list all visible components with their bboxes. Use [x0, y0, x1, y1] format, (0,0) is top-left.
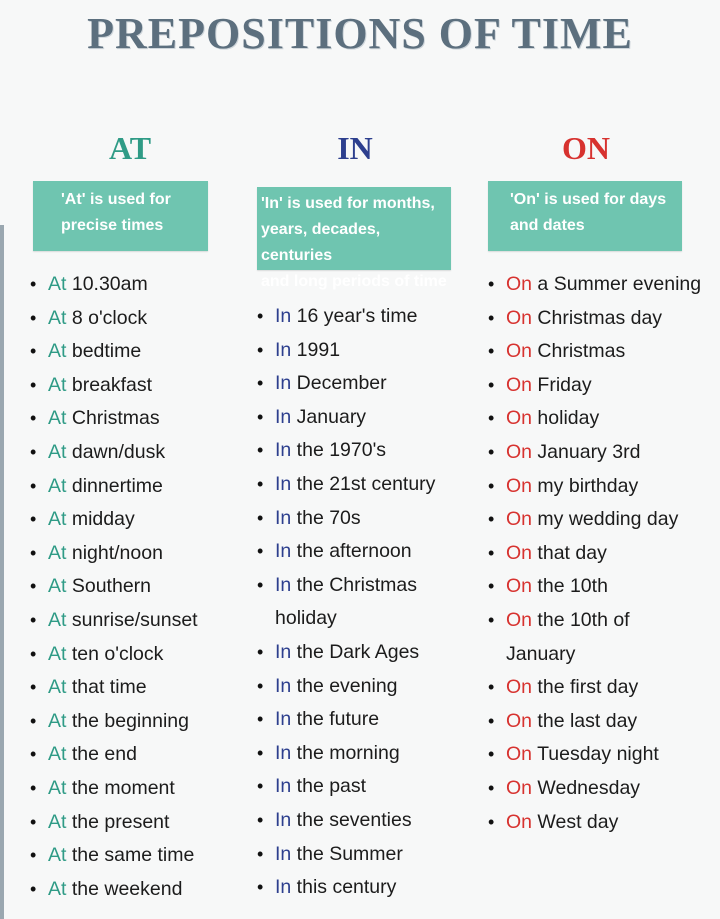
preposition-keyword: On [506, 541, 533, 564]
time-expression: the moment [66, 776, 175, 799]
list-item [275, 401, 435, 435]
time-expression: 16 year's time [291, 305, 418, 327]
time-expression: holiday [275, 607, 337, 630]
time-expression: the 10th of [532, 608, 630, 631]
list-item [275, 602, 435, 636]
note-box-at [33, 181, 208, 251]
preposition-keyword: On [506, 407, 533, 430]
list-in [275, 300, 435, 905]
time-expression: ten o'clock [66, 642, 164, 665]
list-item [275, 871, 435, 905]
time-expression: that day [532, 541, 607, 564]
heading-at: AT [108, 130, 152, 166]
time-expression: sunrise/sunset [66, 608, 198, 631]
preposition-keyword: In [275, 876, 292, 899]
preposition-keyword: In [275, 674, 292, 697]
time-expression: the 70s [291, 506, 361, 529]
list-item [275, 670, 435, 704]
preposition-keyword: At [48, 306, 67, 329]
time-expression: Tuesday night [532, 743, 659, 766]
list-item [506, 436, 701, 470]
list-item [506, 335, 701, 369]
list-item [506, 705, 701, 739]
list-item [275, 300, 435, 334]
preposition-keyword: At [48, 474, 67, 497]
time-expression: January [506, 642, 576, 665]
preposition-keyword: At [48, 743, 67, 766]
list-item [275, 334, 435, 368]
note-box-on [488, 181, 682, 251]
time-expression: the past [291, 775, 367, 798]
preposition-keyword: In [275, 305, 292, 327]
time-expression: 8 o'clock [66, 306, 148, 329]
preposition-keyword: On [506, 440, 533, 463]
time-expression: that time [66, 676, 147, 699]
time-expression: Christmas [66, 407, 160, 430]
list-item [506, 806, 701, 840]
list-item [506, 570, 701, 604]
time-expression: the Dark Ages [291, 640, 420, 663]
time-expression: bedtime [66, 340, 142, 363]
preposition-keyword: On [506, 743, 533, 766]
note-in-line-3: and long periods of time [261, 273, 447, 290]
time-expression: the afternoon [291, 540, 412, 563]
list-item [506, 671, 701, 705]
preposition-keyword: In [275, 472, 292, 495]
list-item [48, 470, 198, 504]
preposition-keyword: On [506, 575, 533, 598]
preposition-keyword: At [48, 508, 67, 531]
preposition-keyword: At [48, 340, 67, 363]
time-expression: midday [66, 508, 135, 531]
time-expression: the present [66, 810, 170, 833]
time-expression: the evening [291, 674, 398, 697]
list-item [48, 570, 198, 604]
preposition-keyword: On [506, 608, 533, 631]
list-item [506, 604, 701, 638]
list-item [48, 369, 198, 403]
list-item [275, 804, 435, 838]
list-item [48, 772, 198, 806]
preposition-keyword: On [506, 306, 533, 329]
list-item [48, 503, 198, 537]
time-expression: dawn/dusk [66, 440, 166, 463]
list-at [48, 268, 198, 906]
preposition-keyword: On [506, 676, 533, 699]
preposition-keyword: On [506, 273, 533, 295]
list-item [48, 604, 198, 638]
time-expression: my birthday [532, 474, 639, 497]
time-expression: my wedding day [532, 508, 679, 531]
list-item [275, 737, 435, 771]
preposition-keyword: At [48, 844, 67, 867]
preposition-keyword: At [48, 407, 67, 430]
time-expression: the 1970's [291, 439, 387, 462]
list-item [506, 738, 701, 772]
time-expression: this century [291, 876, 397, 899]
list-item [48, 436, 198, 470]
list-item [275, 636, 435, 670]
list-item [48, 705, 198, 739]
list-item [506, 503, 701, 537]
list-item [506, 470, 701, 504]
time-expression: breakfast [66, 373, 153, 396]
time-expression: holiday [532, 407, 600, 430]
time-expression: the seventies [291, 808, 412, 831]
time-expression: the weekend [66, 877, 183, 900]
preposition-keyword: In [275, 540, 292, 563]
preposition-keyword: At [48, 541, 67, 564]
time-expression: the morning [291, 741, 400, 764]
preposition-keyword: On [506, 373, 533, 396]
list-item [506, 638, 701, 672]
preposition-keyword: In [275, 506, 292, 529]
preposition-keyword: In [275, 808, 292, 831]
list-item [506, 369, 701, 403]
list-item [48, 402, 198, 436]
list-item [275, 838, 435, 872]
list-item [48, 302, 198, 336]
time-expression: 10.30am [66, 273, 148, 295]
list-item [275, 703, 435, 737]
preposition-keyword: In [275, 372, 292, 395]
list-item [275, 434, 435, 468]
time-expression: the end [66, 743, 137, 766]
preposition-keyword: At [48, 810, 67, 833]
time-expression: the 21st century [291, 472, 436, 495]
preposition-keyword: At [48, 709, 67, 732]
time-expression: the first day [532, 676, 639, 699]
time-expression: 1991 [291, 338, 341, 361]
time-expression: West day [532, 810, 619, 833]
time-expression: December [291, 372, 387, 395]
preposition-keyword: On [506, 776, 533, 799]
time-expression: a Summer evening [532, 273, 702, 295]
note-box-in [257, 187, 451, 290]
list-item [48, 335, 198, 369]
preposition-keyword: In [275, 439, 292, 462]
time-expression: Southern [66, 575, 151, 598]
note-on-line-1: 'On' is used for days [510, 191, 667, 208]
heading-in: IN [337, 130, 373, 166]
preposition-keyword: At [48, 440, 67, 463]
preposition-keyword: At [48, 642, 67, 665]
time-expression: the Summer [291, 842, 403, 865]
preposition-keyword: In [275, 573, 292, 596]
heading-on: ON [562, 130, 610, 166]
time-expression: Christmas day [532, 306, 663, 329]
left-border-decoration [0, 225, 4, 919]
note-at-line-2: precise times [61, 217, 164, 234]
list-item [48, 839, 198, 873]
time-expression: the last day [532, 709, 638, 732]
list-item [48, 268, 198, 302]
list-item [48, 638, 198, 672]
note-in-line-1: 'In' is used for months, [261, 195, 435, 212]
time-expression: the future [291, 708, 380, 731]
preposition-keyword: On [506, 340, 533, 363]
time-expression: January 3rd [532, 440, 641, 463]
time-expression: dinnertime [66, 474, 163, 497]
preposition-keyword: At [48, 877, 67, 900]
preposition-keyword: On [506, 508, 533, 531]
preposition-keyword: On [506, 474, 533, 497]
list-item [275, 770, 435, 804]
preposition-keyword: At [48, 676, 67, 699]
preposition-keyword: At [48, 575, 67, 598]
time-expression: Christmas [532, 340, 626, 363]
list-item [48, 671, 198, 705]
list-item [275, 535, 435, 569]
preposition-keyword: In [275, 842, 292, 865]
list-item [275, 502, 435, 536]
preposition-keyword: In [275, 405, 292, 428]
time-expression: the same time [66, 844, 195, 867]
list-item [275, 468, 435, 502]
preposition-keyword: In [275, 708, 292, 731]
list-item [506, 772, 701, 806]
time-expression: Wednesday [532, 776, 641, 799]
preposition-keyword: At [48, 273, 67, 295]
note-on-line-2: and dates [510, 217, 585, 234]
list-item [48, 738, 198, 772]
preposition-keyword: At [48, 776, 67, 799]
list-item [275, 367, 435, 401]
list-item [48, 537, 198, 571]
note-in-line-2: years, decades, centuries [261, 221, 381, 264]
preposition-keyword: At [48, 608, 67, 631]
preposition-keyword: In [275, 741, 292, 764]
list-on [506, 268, 701, 839]
preposition-keyword: In [275, 338, 292, 361]
time-expression: the 10th [532, 575, 608, 598]
note-at-line-1: 'At' is used for [61, 191, 171, 208]
list-item [275, 569, 435, 603]
time-expression: January [291, 405, 367, 428]
preposition-keyword: On [506, 709, 533, 732]
time-expression: Friday [532, 373, 592, 396]
list-item [506, 302, 701, 336]
page-title: PREPOSITIONS OF TIME [87, 9, 633, 58]
preposition-keyword: In [275, 640, 292, 663]
list-item [48, 806, 198, 840]
time-expression: the beginning [66, 709, 189, 732]
list-item [506, 268, 701, 302]
time-expression: the Christmas [291, 573, 417, 596]
list-item [506, 537, 701, 571]
preposition-keyword: At [48, 373, 67, 396]
list-item [48, 873, 198, 907]
list-item [506, 402, 701, 436]
time-expression: night/noon [66, 541, 163, 564]
preposition-keyword: In [275, 775, 292, 798]
preposition-keyword: On [506, 810, 533, 833]
